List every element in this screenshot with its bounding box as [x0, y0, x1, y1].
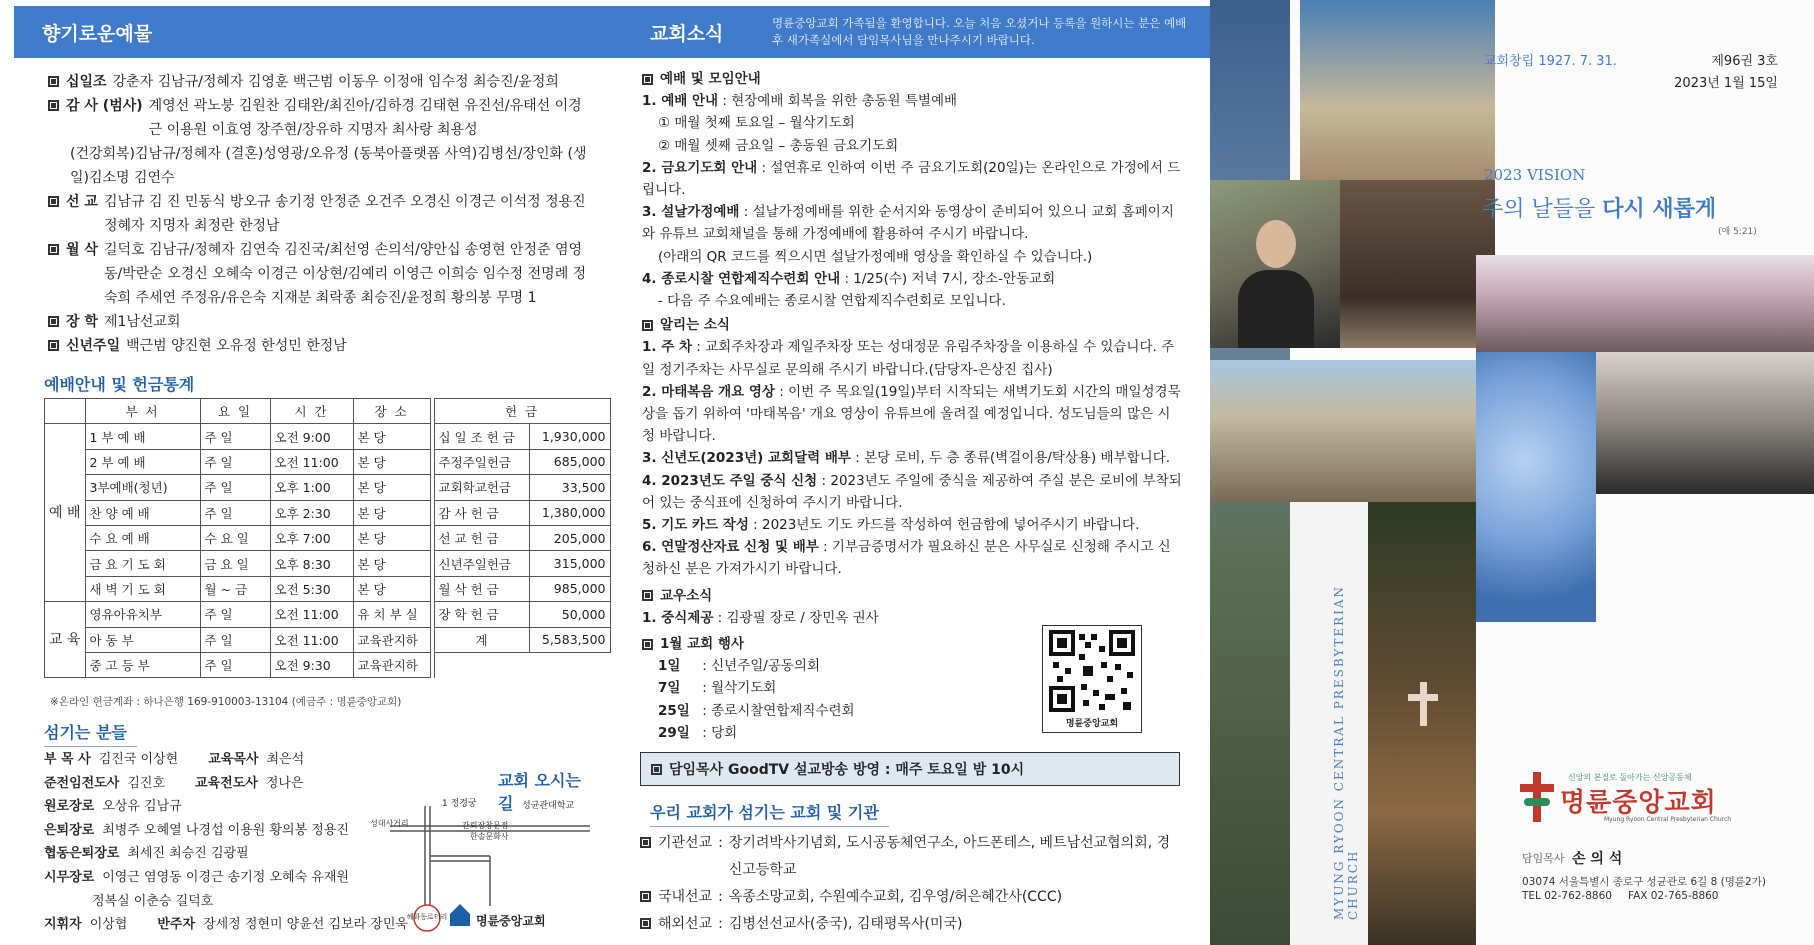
offering-type: 주정주일헌금: [434, 449, 529, 474]
map-bus: 간뢰장창문점: [462, 821, 509, 830]
church-logo: [1520, 768, 1780, 828]
institution-type: 기관선교: [658, 835, 713, 851]
table-row: [45, 500, 611, 525]
offering-label: 장 학: [66, 314, 98, 330]
qr-code[interactable]: [1042, 625, 1142, 733]
col-place: 장 소: [353, 399, 430, 424]
service-dept: 중 고 등 부: [85, 652, 200, 677]
service-day: 월 ~ 금: [200, 576, 270, 601]
bullet-icon: [48, 196, 59, 207]
vision-label: 2023 VISION: [1484, 166, 1586, 184]
directions-map: [370, 768, 600, 928]
service-time: 오후 2:30: [270, 500, 353, 525]
group-photo-mountain: [1210, 360, 1476, 502]
pastor-label: 담임목사: [1522, 852, 1565, 865]
service-day: 수 요 일: [200, 525, 270, 550]
event-date: 1일: [658, 658, 681, 675]
offering-amount: 985,000: [529, 576, 610, 601]
logo-tagline: 신앙의 본질로 돌아가는 신앙공동체: [1568, 773, 1692, 782]
service-dept: 금 요 기 도 회: [85, 551, 200, 576]
volume: 제96권 3호: [1711, 54, 1778, 69]
bullet-icon: [642, 320, 653, 331]
institution-row: 국내선교 : 옥종소망교회, 수원예수교회, 김우영/허은혜간사(CCC): [640, 884, 1179, 911]
service-place: 교육관지하: [353, 652, 430, 677]
staff-row: [44, 795, 438, 819]
staff-names: 정나은: [265, 775, 304, 791]
staff-row: [44, 748, 438, 772]
staff-role: 은퇴장로: [44, 822, 95, 838]
logo-name: 명륜중앙교회: [1560, 788, 1717, 818]
staff-row: [44, 842, 438, 866]
announce-6: 6. 연말정산자료 신청 및 배부 : 기부금증명서가 필요하신 분은 사무실로 신청해 주시고 신청하신 분은 가져가시기 바랍니다.: [642, 539, 1171, 578]
service-dept: 아 동 부: [85, 627, 200, 652]
wooden-cross-photo: [1368, 502, 1476, 945]
bullet-icon: [640, 837, 651, 848]
offering-amount: 5,583,500: [529, 627, 610, 652]
section-announcements: 알리는 소식: [642, 314, 1182, 336]
bullet-icon: [640, 918, 651, 929]
service-day: 주 일: [200, 627, 270, 652]
service-dept: 1 부 예 배: [85, 424, 200, 449]
service-dept: 2 부 예 배: [85, 449, 200, 474]
staff-role: 시무장로: [44, 869, 95, 885]
institution-row: 해외선교 : 김병선선교사(중국), 김태평목사(미국): [640, 911, 1179, 938]
table-row: [45, 449, 611, 474]
notice-1a: ① 매월 첫째 토요일 – 월삭기도회: [658, 115, 855, 132]
service-time: 오전 9:00: [270, 424, 353, 449]
church-address: 03074 서울특별시 종로구 성균관로 6길 8 (명륜2가): [1522, 876, 1766, 888]
staff-role: 교육전도사: [195, 775, 258, 791]
table-body: [45, 424, 611, 678]
sanctuary-photo: [1340, 180, 1495, 348]
institution-names: 김병선선교사(중국), 김태평목사(미국): [728, 916, 963, 932]
stats-title: 예배안내 및 헌금통계: [44, 372, 194, 395]
left-panel: [0, 0, 612, 945]
news-header: [612, 6, 1210, 58]
staff-role: 부 목 사: [44, 752, 91, 767]
service-place: 교육관지하: [353, 627, 430, 652]
offering-label: 감 사 (범사): [66, 98, 143, 114]
hydrangea-photo: [1476, 352, 1596, 622]
offering-label: 선 교: [66, 194, 98, 210]
cross-icon: [1408, 682, 1438, 726]
service-place: 본 당: [353, 424, 430, 449]
staff-role: 원로장로: [44, 799, 95, 815]
service-place: 유 치 부 실: [353, 602, 430, 627]
offering-names: 백근범 양진현 오유정 한성민 한정남: [126, 338, 347, 354]
offering-type: 신년주일헌금: [434, 551, 529, 576]
welcome-note: 명륜중앙교회 가족됨을 환영합니다. 오늘 처음 오셨거나 등록을 원하시는 분은 예배 후 새가족실에서 담임목사님을 만나주시기 바랍니다.: [772, 16, 1187, 47]
event-item: 1일 : 신년주일/공동의회: [642, 655, 1182, 677]
bullet-icon: [640, 891, 651, 902]
staff-names: 최은석: [266, 752, 305, 767]
institutions-title: 우리 교회가 섬기는 교회 및 기관: [650, 800, 879, 823]
offering-names: 길덕호 김남규/정혜자 김연숙 김진국/최선영 손의석/양안십 송영현 안정준 염영동/박란순 오경신 오혜숙 이경근 이상현/김예리 이영근 이희승 임수정 전명례 정숙희 주세연 주정유/유은숙 지재분 최락종 최승진/윤정희 황의봉 무명 1: [103, 242, 587, 306]
announce-2: 2. 마태복음 개요 영상 : 이번 주 목요일(19일)부터 시작되는 새벽기도회 시간의 매일성경묵상을 돕기 위하여 '마태복음' 개요 영상이 유튜브에 올려질 예정입니다. 성도님들의 많은 시청 바랍니다.: [642, 383, 1181, 445]
bullet-icon: [48, 316, 59, 327]
service-day: 주 일: [200, 500, 270, 525]
offering-names: 제1남선교회: [103, 314, 181, 330]
staff-role: 준전임전도사: [44, 775, 120, 791]
table-row: [45, 576, 611, 601]
section-events: 1월 교회 행사: [642, 633, 1182, 655]
bullet-icon: [642, 639, 653, 650]
map-stop2: 성균관대학교: [522, 801, 575, 811]
service-dept: 3부예배(청년): [85, 475, 200, 500]
bullet-icon: [48, 340, 59, 351]
pastor-photo: [1210, 180, 1340, 348]
bullet-icon: [48, 76, 59, 87]
middle-panel: [612, 0, 1210, 945]
service-time: 오전 11:00: [270, 627, 353, 652]
map-title: 교회 오시는 길: [498, 771, 581, 813]
service-place: 본 당: [353, 500, 430, 525]
staff-names: 최병주 오혜열 나경섭 이용원 황의봉 정용진: [102, 822, 349, 838]
offering-type: 십 일 조 헌 금: [434, 424, 529, 449]
service-day: 주 일: [200, 652, 270, 677]
announce-5: 5. 기도 카드 작성 : 2023년도 기도 카드를 작성하여 헌금함에 넣어주시기 바랍니다.: [642, 517, 1140, 534]
bullet-icon: [642, 590, 653, 601]
map-stop1: 1 정경궁: [442, 799, 477, 809]
staff-names: 김진국 이상현: [98, 752, 179, 767]
offering-item: [48, 310, 588, 334]
cover-panel: [1210, 0, 1814, 945]
service-place: 본 당: [353, 525, 430, 550]
col-offering: 헌 금: [434, 399, 610, 424]
col-dept: 부 서: [85, 399, 200, 424]
service-place: 본 당: [353, 576, 430, 601]
offering-item: [48, 70, 588, 94]
table-row: [45, 424, 611, 449]
event-date: 25일: [658, 702, 690, 719]
staff-row: [44, 772, 438, 796]
offering-item: [48, 142, 588, 190]
service-time: 오후 1:00: [270, 475, 353, 500]
institution-type: 해외선교: [658, 916, 713, 932]
offering-amount: 50,000: [529, 602, 610, 627]
staff-list: [44, 748, 438, 937]
worship-offering-table: [44, 398, 611, 678]
offering-item: [48, 238, 588, 310]
service-day: 주 일: [200, 449, 270, 474]
service-time: 오후 8:30: [270, 551, 353, 576]
offering-names: (건강회복)김남규/정혜자 (결혼)성영광/오유정 (동북아플랫폼 사역)김병선/장인화 (생일)김소명 김연수: [70, 146, 587, 186]
staff-names: 정복실 이춘승 길덕호: [92, 893, 214, 909]
offerings-header: [14, 6, 612, 58]
bullet-icon: [48, 100, 59, 111]
offering-amount: 205,000: [529, 525, 610, 550]
institution-names: 장기려박사기념회, 도시공동체연구소, 아드폰테스, 베트남선교협의회, 경신고등학교: [728, 835, 1171, 878]
table-row: [45, 525, 611, 550]
offering-names: 계영선 곽노붕 김원찬 김태완/최진아/김하경 김태현 유진선/유태선 이경근 이용원 이효영 장주현/장유하 지명자 최사랑 최용성: [148, 98, 582, 138]
issue-date: 2023년 1월 15일: [1674, 76, 1778, 91]
event-title: 당회: [711, 724, 738, 741]
motto: 주의 날들을 다시 새롭게: [1482, 197, 1717, 222]
staff-role: 협동은퇴장로: [44, 846, 120, 862]
bullet-icon: [651, 764, 662, 775]
bullet-icon: [642, 74, 653, 85]
map-bus2: 한솔문화사: [470, 832, 509, 841]
service-time: 오전 11:00: [270, 449, 353, 474]
offerings-title: 향기로운예물: [42, 22, 153, 45]
event-date: 7일: [658, 680, 681, 697]
service-time: 오후 7:00: [270, 525, 353, 550]
member-news-1: 1. 중식제공 : 김광필 장로 / 장민옥 권사: [642, 609, 879, 626]
table-row: [45, 475, 611, 500]
service-time: 오전 9:30: [270, 652, 353, 677]
vertical-church-name: MYUNG RYOON CENTRAL PRESBYTERIAN CHURCH: [1332, 584, 1360, 920]
notice-3a: (아래의 QR 코드를 찍으시면 설날가정예배 영상을 확인하실 수 있습니다.): [658, 248, 1093, 265]
choir-photo: [1596, 352, 1814, 494]
event-item: 25일 : 종로시찰연합제직수련회: [642, 700, 1182, 722]
congregation-photo: [1476, 255, 1814, 352]
announce-3: 3. 신년도(2023년) 교회달력 배부 : 본당 로비, 두 층 종류(벽걸이용/탁상용) 배부합니다.: [642, 450, 1171, 467]
notice-4a: - 다음 주 수요예배는 종로시찰 연합제직수련회로 모입니다.: [658, 293, 1006, 310]
staff-names: 이영근 염영동 이경근 송기정 오혜숙 유재원: [102, 869, 349, 885]
map-station: 혜화동로터리: [406, 913, 448, 921]
church-tel: TEL 02-762-8860: [1522, 890, 1612, 902]
church-building-photo: [1300, 0, 1495, 180]
event-title: 월삭기도회: [711, 680, 777, 697]
offering-amount: 685,000: [529, 449, 610, 474]
staff-names: 장세정 정현미 양윤선 김보라 장민욱: [203, 917, 408, 933]
institution-names: 옥종소망교회, 수원예수교회, 김우영/허은혜간사(CCC): [728, 889, 1063, 905]
service-day: 주 일: [200, 424, 270, 449]
news-title: 교회소식: [650, 22, 724, 45]
logo-english: Myung Ryoon Central Presbyterian Church: [1604, 816, 1732, 823]
service-day: 금 요 일: [200, 551, 270, 576]
offering-type: 장 학 헌 금: [434, 602, 529, 627]
section-members: 교우소식: [642, 585, 1182, 607]
institutions-list: [640, 830, 1179, 938]
qr-label: 명륜중앙교회: [1065, 719, 1119, 729]
notice-3: 3. 설날가정예배 : 설날가정예배를 위한 순서지와 동영상이 준비되어 있으니 교회 홈페이지와 유튜브 교회채널을 통해 가정예배에 활용하여 주시기 바랍니다.: [642, 204, 1174, 243]
service-place: 본 당: [353, 475, 430, 500]
event-item: 29일 : 당회: [642, 722, 1182, 744]
staff-names: 이상협: [89, 917, 128, 933]
group-label: 예 배: [45, 424, 86, 602]
offering-amount: 33,500: [529, 475, 610, 500]
staff-names: 오상유 김남규: [102, 799, 182, 815]
offering-account: ※온라인 헌금계좌 : 하나은행 169-910003-13104 (예금주 : 명륜중앙교회): [50, 696, 402, 708]
church-fax: FAX 02-765-8860: [1628, 890, 1719, 902]
offering-type: 감 사 헌 금: [434, 500, 529, 525]
notice-1: 1. 예배 안내 : 현장예배 회복을 위한 총동원 특별예배: [642, 93, 958, 110]
service-place: 본 당: [353, 449, 430, 474]
logo-cross-icon: [1520, 772, 1554, 822]
staff-role: 반주자: [157, 917, 196, 933]
table-row: [45, 551, 611, 576]
offering-amount: 315,000: [529, 551, 610, 576]
table-row: [45, 652, 611, 677]
service-dept: 찬 양 예 배: [85, 500, 200, 525]
event-title: 종로시찰연합제직수련회: [711, 702, 855, 719]
announce-1: 1. 주 차 : 교회주차장과 제일주차장 또는 성대정문 유림주차장을 이용하실 수 있습니다. 주일 정기주차는 사무실로 문의해 주시기 바랍니다.(담당자-은상진 집사): [642, 339, 1175, 378]
service-place: 본 당: [353, 551, 430, 576]
col-time: 시 간: [270, 399, 353, 424]
service-dept: 수 요 예 배: [85, 525, 200, 550]
offering-type: 계: [434, 627, 529, 652]
pastor-name: 손 의 석: [1572, 851, 1623, 867]
table-row: [45, 627, 611, 652]
service-day: 주 일: [200, 475, 270, 500]
institution-row: 기관선교 : 장기려박사기념회, 도시공동체연구소, 아드폰테스, 베트남선교협의회, 경신고등학교: [640, 830, 1179, 884]
founded-date: 교회창립 1927. 7. 31.: [1484, 54, 1617, 69]
table-row: [45, 602, 611, 627]
event-item: 7일 : 월삭기도회: [642, 677, 1182, 699]
offering-amount: 1,930,000: [529, 424, 610, 449]
announce-4: 4. 2023년도 주일 중식 신청 : 2023년도 주일에 중식을 제공하여 주실 분은 로비에 부착되어 있는 중식표에 신청하여 주시기 바랍니다.: [642, 472, 1182, 511]
service-dept: 새 벽 기 도 회: [85, 576, 200, 601]
offering-item: [48, 190, 588, 238]
offering-type: 선 교 헌 금: [434, 525, 529, 550]
offering-names: 김남규 김 진 민동식 방오규 송기정 안정준 오건주 오경신 이경근 이석정 정용진 정혜자 지명자 최정란 한정남: [103, 194, 586, 234]
service-dept: 영유아유치부: [85, 602, 200, 627]
service-time: 오전 11:00: [270, 602, 353, 627]
service-day: 주 일: [200, 602, 270, 627]
section-worship: 예배 및 모임안내: [642, 68, 1182, 90]
staff-role: 교육목사: [208, 752, 259, 767]
notice-1b: ② 매월 셋째 금요일 – 총동원 금요기도회: [658, 137, 899, 154]
staff-title: 섬기는 분들: [44, 720, 127, 743]
staff-names: 김진호: [127, 775, 166, 791]
offering-label: 월 삭: [66, 242, 98, 258]
staff-names: 최세진 최승진 김광필: [127, 846, 249, 862]
offering-names: 강춘자 김남규/정혜자 김영훈 백근범 이동우 이정애 임수정 최승진/윤정희: [112, 74, 559, 90]
offering-item: [48, 334, 588, 358]
offerings-list: [48, 70, 588, 358]
staff-row: [44, 866, 438, 890]
bullet-icon: [48, 244, 59, 255]
staff-role: 지휘자: [44, 917, 82, 933]
offering-type: 교회학교헌금: [434, 475, 529, 500]
goodtv-banner: 담임목사 GoodTV 설교방송 방영 : 매주 토요일 밤 10시: [640, 752, 1180, 786]
offering-label: 십일조: [66, 74, 107, 90]
offering-amount: 1,380,000: [529, 500, 610, 525]
event-date: 29일: [658, 724, 690, 741]
map-road: 성대사거리: [370, 819, 409, 828]
offering-label: 신년주일: [66, 338, 121, 354]
verse-ref: (애 5:21): [1718, 227, 1757, 237]
event-title: 신년주일/공동의회: [711, 658, 821, 675]
offering-type: 월 삭 헌 금: [434, 576, 529, 601]
institution-type: 국내선교: [658, 889, 713, 905]
qr-pattern: [1043, 628, 1141, 714]
offering-item: [48, 94, 588, 142]
map-church: 명륜중앙교회: [476, 914, 546, 928]
staff-row: [44, 913, 438, 937]
service-time: 오전 5:30: [270, 576, 353, 601]
staff-row: [44, 890, 438, 914]
col-day: 요 일: [200, 399, 270, 424]
notice-4: 4. 종로시찰 연합제직수련회 안내 : 1/25(수) 저녁 7시, 장소-안동교회: [642, 270, 1056, 287]
notice-2: 2. 금요기도회 안내 : 설연휴로 인하여 이번 주 금요기도회(20일)는 온라인으로 가정에서 드립니다.: [642, 159, 1181, 199]
group-label: 교 육: [45, 602, 86, 678]
